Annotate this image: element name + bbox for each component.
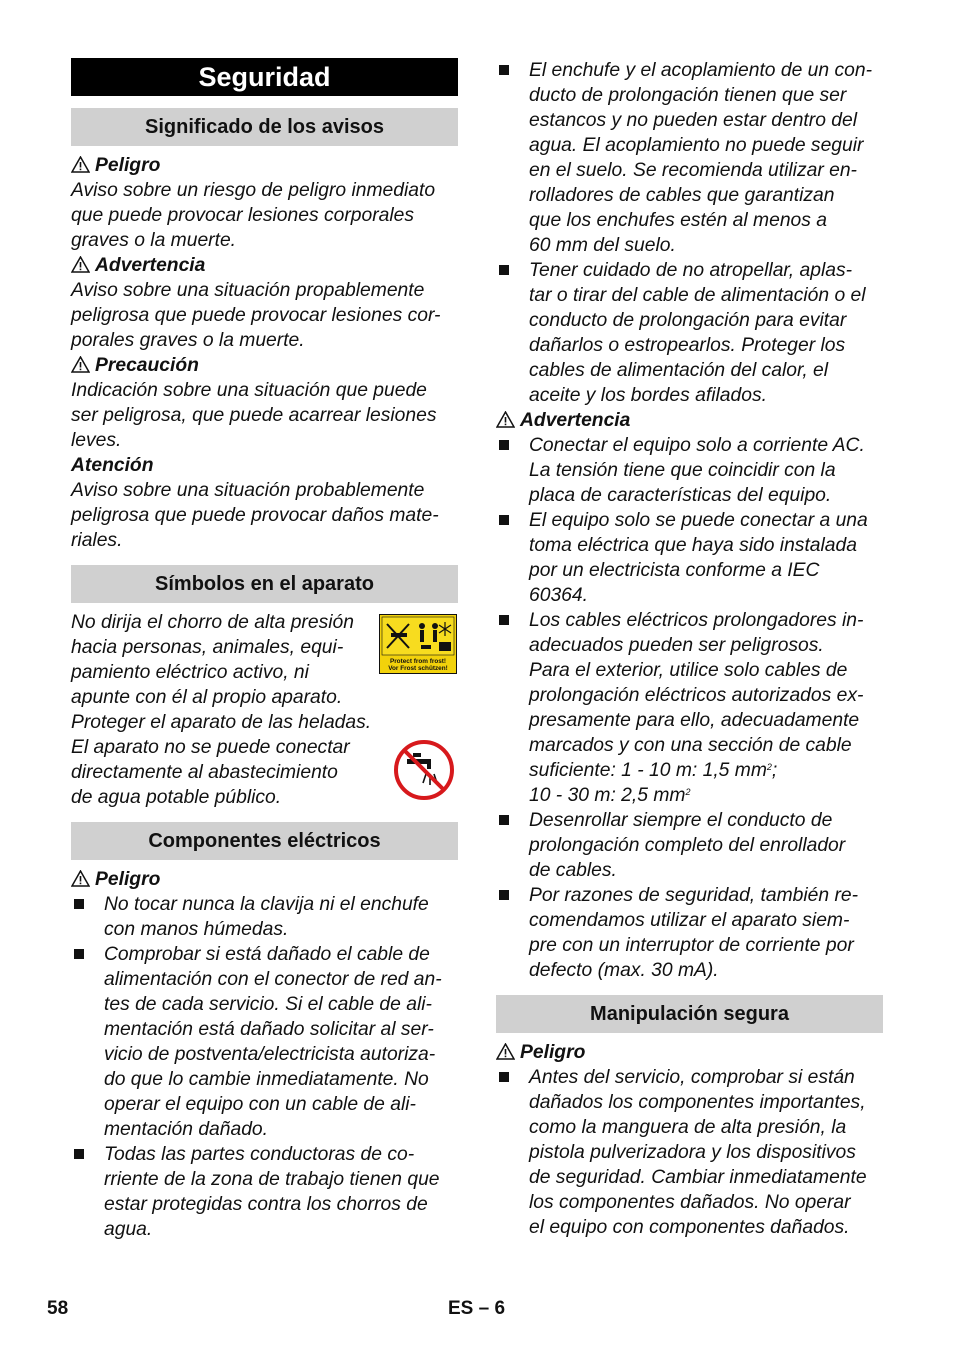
bullet-square-icon — [71, 892, 104, 942]
right-column — [496, 58, 883, 1240]
bullet-square-icon — [496, 258, 529, 408]
no-drinking-water-connection-icon — [393, 739, 455, 801]
warning-triangle-icon — [71, 256, 95, 273]
section-heading-electricos: Componentes eléctricos — [71, 822, 458, 860]
warning-triangle-icon — [71, 870, 95, 887]
list-item: Todas las partes conductoras de co- rriente de la zona de trabajo tienen que estar protegidas contra los chorros de agua. — [71, 1142, 458, 1242]
bullet-square-icon — [71, 1142, 104, 1242]
section-heading-simbolos: Símbolos en el aparato — [71, 565, 458, 603]
bullet-square-icon — [496, 433, 529, 508]
precaucion-text: Indicación sobre una situación que puede ser peligrosa, que puede acarrear lesiones leves. — [71, 380, 437, 451]
section-heading-avisos: Significado de los avisos — [71, 108, 458, 146]
advertencia-text: Aviso sobre una situación propablemente peligrosa que puede provocar lesiones cor- porales graves o la muerte. — [71, 280, 441, 351]
bullet-square-icon — [496, 1065, 529, 1240]
left-column — [71, 58, 458, 1242]
list-item: Tener cuidado de no atropellar, aplas- tar o tirar del cable de alimentación o el conducto de prolongación para evitar dañarlos o estropearlos. Proteger los cables de alimentación del calor, el aceite y los bordes afilados. — [496, 258, 883, 408]
page-code: ES – 6 — [448, 1298, 506, 1319]
frost-label-de: Vor Frost schützen! — [388, 665, 448, 672]
bullet-square-icon — [496, 608, 529, 808]
peligro-text: Aviso sobre un riesgo de peligro inmediato que puede provocar lesiones corporales graves o la muerte. — [71, 180, 436, 251]
advertencia-label: Advertencia — [71, 253, 458, 278]
peligro-label: Peligro — [71, 153, 458, 178]
list-item: Desenrollar siempre el conducto de prolongación completo del enrollador de cables. — [496, 808, 883, 883]
warning-triangle-icon — [496, 411, 520, 428]
advertencia-label: Advertencia — [496, 408, 883, 433]
list-item: Por razones de seguridad, también re- comendamos utilizar el aparato siem- pre con un interruptor de corriente por defecto (max. 30 mA). — [496, 883, 883, 983]
list-item: Conectar el equipo solo a corriente AC. La tensión tiene que coincidir con la placa de características del equipo. — [496, 433, 883, 508]
atencion-label: Atención — [71, 455, 154, 476]
warning-triangle-icon — [71, 156, 95, 173]
bullet-square-icon — [496, 883, 529, 983]
list-item: El enchufe y el acoplamiento de un con- ducto de prolongación tienen que ser estancos y no pueden estar dentro del agua. El acoplamiento no puede seguir en el suelo. Se recomienda utilizar en- rolladores de cables que garantizan que los enchufes estén al menos a 60 mm del suelo. — [496, 58, 883, 258]
bullet-square-icon — [496, 58, 529, 258]
symbols-block: No dirija el chorro de alta presión hacia personas, animales, equi- pamiento eléctrico activo, ni apunte con él al propio aparato. Proteger el aparato de las heladas. El aparato no se puede conectar directamente al abastecimiento de agua potable público. Protect from frost! Vor Frost schützen! — [71, 610, 458, 810]
bullet-square-icon — [496, 508, 529, 608]
precaucion-label: Precaución — [71, 353, 458, 378]
page-title: Seguridad — [71, 58, 458, 96]
frost-warning-sticker-icon — [379, 614, 457, 674]
list-item: El equipo solo se puede conectar a una toma eléctrica que haya sido instalada por un electricista conforme a IEC 60364. — [496, 508, 883, 608]
list-item: Los cables eléctricos prolongadores in- adecuados pueden ser peligrosos. Para el exterior, utilice solo cables de prolongación eléctricos autorizados ex- presamente para ello, adecuadamente marcados y con una sección de cable suficiente: 1 - 10 m: 1,5 $mm^2$; 10 - 30 m: 2,5 $mm^2$ — [496, 608, 883, 808]
warning-triangle-icon — [496, 1043, 520, 1060]
section-heading-manipulacion: Manipulación segura — [496, 995, 883, 1033]
peligro-label: Peligro — [71, 867, 458, 892]
bullet-square-icon — [71, 942, 104, 1142]
bullet-square-icon — [496, 808, 529, 883]
list-item: No tocar nunca la clavija ni el enchufe con manos húmedas. — [71, 892, 458, 942]
page-number: 58 — [47, 1298, 69, 1319]
warning-triangle-icon — [71, 356, 95, 373]
frost-label-en: Protect from frost! — [389, 658, 447, 665]
peligro-label: Peligro — [496, 1040, 883, 1065]
list-item: Antes del servicio, comprobar si están dañados los componentes importantes, como la manguera de alta presión, la pistola pulverizadora y los dispositivos de seguridad. Cambiar inmediatamente los componentes dañados. No operar el equipo con componentes dañados. — [496, 1065, 883, 1240]
atencion-text: Aviso sobre una situación probablemente peligrosa que puede provocar daños mate- riales. — [71, 480, 439, 551]
list-item: Comprobar si está dañado el cable de alimentación con el conector de red an- tes de cada servicio. Si el cable de ali- mentación está dañado solicitar al ser- vicio de postventa/electricista autoriza- do que lo cambie inmediatamente. No operar el equipo con un cable de ali- mentación dañado. — [71, 942, 458, 1142]
